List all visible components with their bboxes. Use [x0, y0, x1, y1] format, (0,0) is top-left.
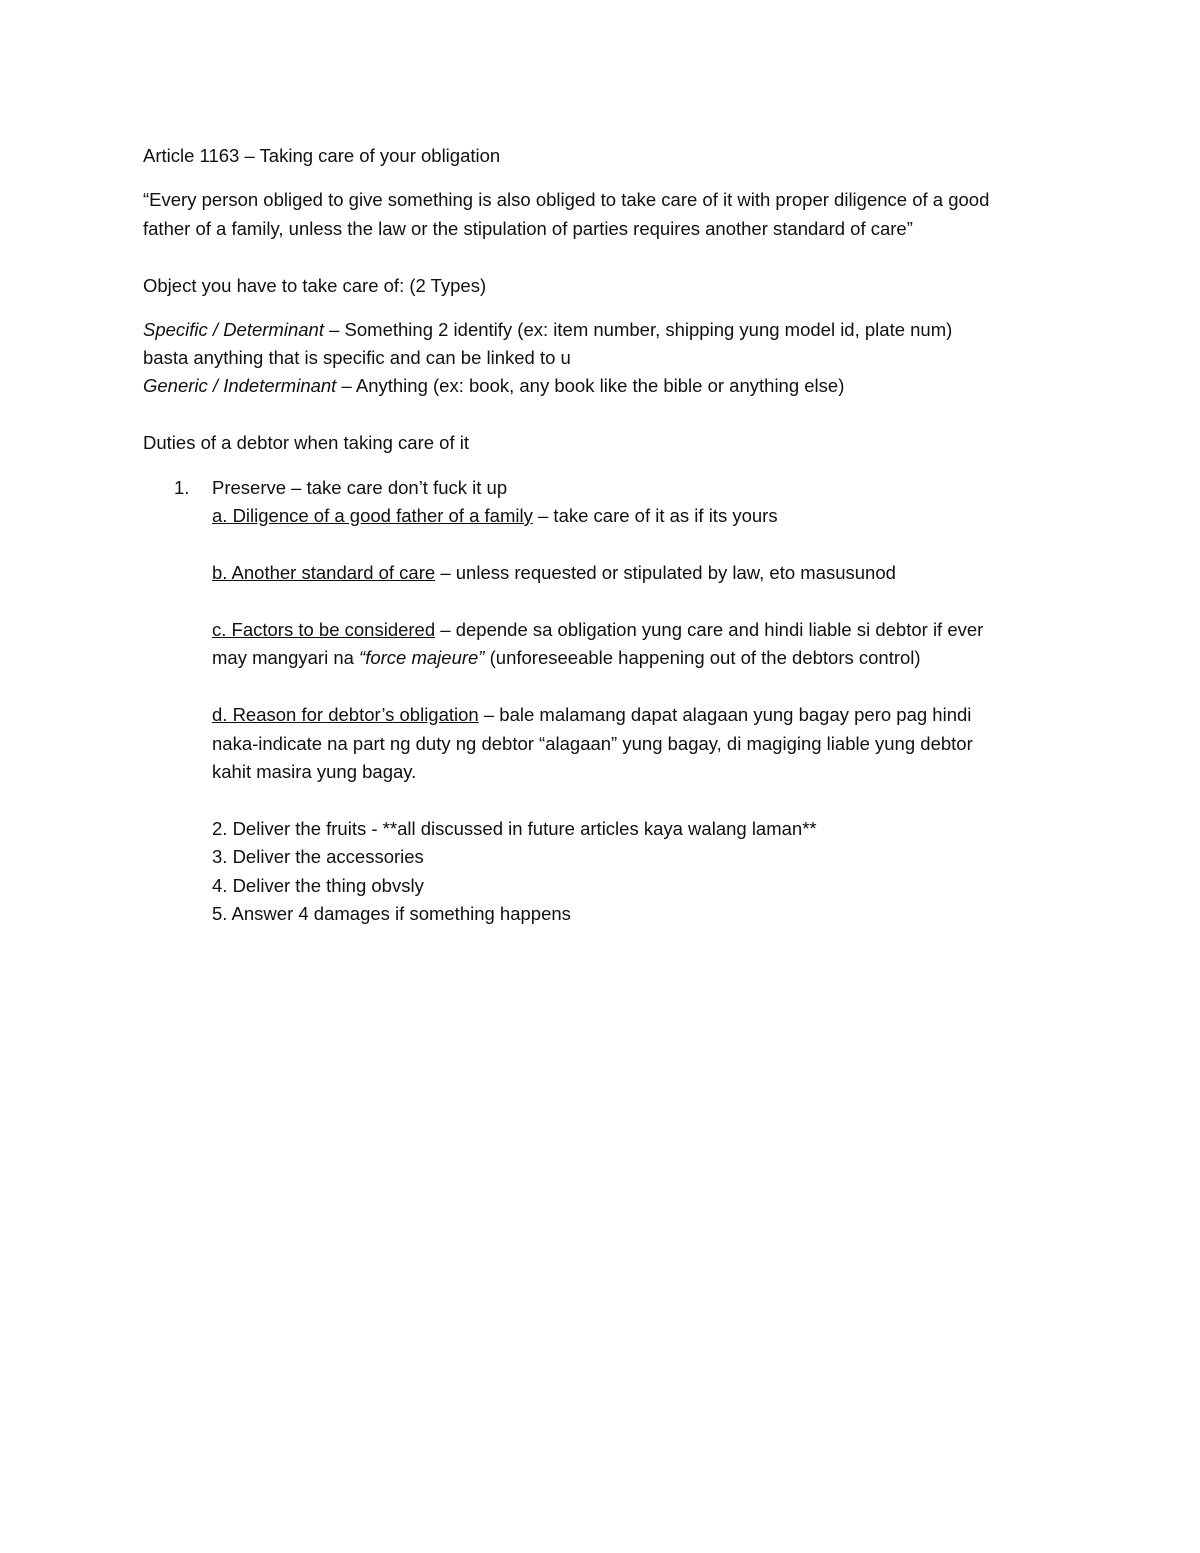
document-title: Article 1163 – Taking care of your obligation	[143, 145, 501, 166]
subitem-d-line-3: kahit masira yung bagay.	[212, 761, 417, 782]
subitem-b-term: b. Another standard of care	[212, 562, 436, 583]
duty-item-3: 3. Deliver the accessories	[212, 846, 424, 867]
subitem-c	[212, 619, 983, 641]
subitem-b-description: – unless requested or stipulated by law, eto masusunod	[435, 562, 896, 583]
duty-item-4: 4. Deliver the thing obvsly	[212, 875, 424, 896]
subitem-c-line-2-post: (unforeseeable happening out of the debtors control)	[484, 647, 921, 668]
subitem-c-line-2	[212, 647, 921, 669]
duty-item-5: 5. Answer 4 damages if something happens	[212, 903, 571, 924]
subitem-d-description: – bale malamang dapat alagaan yung bagay pero pag hindi	[478, 704, 972, 725]
specific-type-line-2: basta anything that is specific and can be linked to u	[143, 347, 571, 368]
subitem-b	[212, 562, 896, 584]
generic-description: – Anything (ex: book, any book like the bible or anything else)	[336, 375, 845, 396]
quote-line-2: father of a family, unless the law or the stipulation of parties requires another standard of care”	[143, 218, 913, 239]
specific-description: – Something 2 identify (ex: item number, shipping yung model id, plate num)	[323, 319, 953, 340]
subitem-d-line-2: naka-indicate na part ng duty ng debtor “alagaan” yung bagay, di magiging liable yung debtor	[212, 733, 973, 754]
duties-heading: Duties of a debtor when taking care of it	[143, 432, 469, 453]
object-heading: Object you have to take care of: (2 Types)	[143, 275, 487, 296]
quote-line-1: “Every person obliged to give something is also obliged to take care of it with proper diligence of a good	[143, 189, 990, 210]
subitem-c-line-2-pre: may mangyari na	[212, 647, 360, 668]
subitem-c-description: – depende sa obligation yung care and hindi liable si debtor if ever	[435, 619, 984, 640]
generic-type-line	[143, 375, 844, 397]
subitem-a-description: – take care of it as if its yours	[532, 505, 778, 526]
duty-preserve: Preserve – take care don’t fuck it up	[212, 477, 508, 498]
list-number-1: 1.	[174, 477, 190, 498]
subitem-a-term: a. Diligence of a good father of a family	[212, 505, 533, 526]
subitem-c-term: c. Factors to be considered	[212, 619, 436, 640]
duty-item-2: 2. Deliver the fruits - **all discussed in future articles kaya walang laman**	[212, 818, 817, 839]
specific-type-line	[143, 319, 952, 341]
subitem-d-term: d. Reason for debtor’s obligation	[212, 704, 479, 725]
generic-term: Generic / Indeterminant	[143, 375, 337, 396]
subitem-d	[212, 704, 971, 726]
specific-term: Specific / Determinant	[143, 319, 324, 340]
subitem-a	[212, 505, 778, 527]
force-majeure-term: “force majeure”	[359, 647, 485, 668]
